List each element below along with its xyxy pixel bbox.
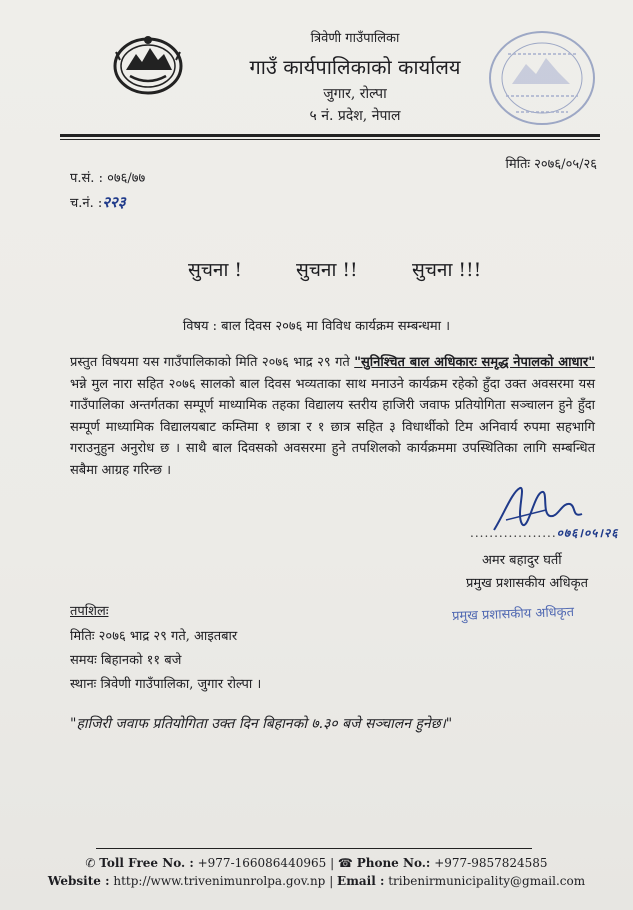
body-slogan: "सुनिश्चित बाल अधिकारः समृद्ध नेपालको आधार"	[354, 355, 595, 370]
signature-dots: ..................	[470, 526, 557, 540]
reference-number	[70, 168, 145, 186]
signature-handwritten-date: ०७६।०५।२६	[556, 526, 619, 540]
header-municipality-name: त्रिवेणी गाउँपालिका	[310, 31, 400, 46]
body-part-1: प्रस्तुत विषयमा यस गाउँपालिकाको मिति २०७६ भाद्र २९ गते	[70, 355, 355, 370]
notice-heading-3: सुचना !!!	[412, 259, 482, 281]
signature-line	[470, 524, 618, 541]
cn-value-handwritten: २२३	[102, 193, 126, 211]
dispatch-number	[70, 192, 126, 212]
header-divider-thin	[60, 139, 600, 140]
header-divider-thick	[60, 134, 600, 137]
letter-body	[70, 352, 595, 482]
signatory-title: प्रमुख प्रशासकीय अधिकृत	[466, 576, 589, 591]
letter-date: मितिः २०७६/०५/२६	[505, 157, 597, 172]
footer-contact-line: ✆ Toll Free No. : +977-166086440965 | ☎ Phone No.: +977-9857824585	[85, 856, 548, 870]
phone-number: +977-9857824585	[434, 856, 548, 870]
ps-value: ०७६/७७	[107, 171, 146, 186]
website-label: Website :	[47, 874, 110, 888]
telephone-icon: ☎	[337, 856, 353, 870]
schedule-date: मितिः २०७६ भाद्र २९ गते, आइतबार	[70, 629, 238, 644]
email-address: tribenirmunicipality@gmail.com	[388, 874, 586, 888]
nepal-emblem-icon	[112, 30, 184, 96]
header-office-name: गाउँ कार्यपालिकाको कार्यालय	[249, 55, 461, 79]
email-label: Email :	[337, 874, 385, 888]
office-seal-stamp	[482, 24, 600, 136]
notice-heading-1: सुचना !	[188, 259, 243, 281]
cn-label: च.नं. :	[70, 196, 103, 211]
notice-heading-2: सुचना !!	[296, 259, 358, 281]
schedule-time: समयः बिहानको ११ बजे	[70, 653, 182, 668]
footer-divider	[96, 848, 532, 849]
schedule-place: स्थानः त्रिवेणी गाउँपालिका, जुगार रोल्पा ।	[70, 677, 262, 692]
schedule-heading: तपशिलः	[70, 604, 109, 619]
tollfree-label: Toll Free No. :	[99, 856, 194, 870]
header-location: जुगार, रोल्पा	[323, 86, 387, 102]
phone-icon: ✆	[85, 856, 96, 870]
body-part-2: भन्ने मुल नारा सहित २०७६ सालको बाल दिवस भव्यताका साथ मनाउने कार्यक्रम रहेको हुँदा उक्त अवसरमा यस गाउँपालिका अन्तर्गतका सम्पूर्ण माध्यामिक तहका विद्यालय स्तरीय हाजिरी जवाफ प्रतियोगिता सञ्चालन हुने हुँदा सम्पूर्ण माध्यामिक विद्यालयबाट कम्तिमा १ छात्रा र १ छात्र सहित ३ विधार्थीको टिम अनिवार्य रुपमा सहभागि गराउनुहुन अनुरोध छ । साथै बाल दिवसको अवसरमा हुने तपशिलको कार्यक्रममा उपस्थितिका लागि सम्बन्धित सबैमा आग्रह गरिन्छ ।	[70, 376, 595, 478]
designation-stamp: प्रमुख प्रशासकीय अधिकृत	[451, 604, 575, 625]
quiz-note: "हाजिरी जवाफ प्रतियोगिता उक्त दिन बिहानको ७.३० बजे सञ्चालन हुनेछ।"	[70, 716, 453, 732]
ps-label: प.सं. :	[70, 171, 103, 186]
signatory-name: अमर बहादुर घर्ती	[482, 553, 562, 568]
footer-web-line: Website : http://www.trivenimunrolpa.gov.np | Email : tribenirmunicipality@gmail.com	[47, 874, 586, 888]
header-province: ५ नं. प्रदेश, नेपाल	[309, 108, 401, 124]
letter-subject: विषय : बाल दिवस २०७६ मा विविध कार्यक्रम सम्बन्धमा ।	[182, 319, 451, 334]
phone-label: Phone No.:	[356, 856, 431, 870]
website-url: http://www.trivenimunrolpa.gov.np	[113, 874, 326, 888]
tollfree-number: +977-166086440965	[197, 856, 327, 870]
